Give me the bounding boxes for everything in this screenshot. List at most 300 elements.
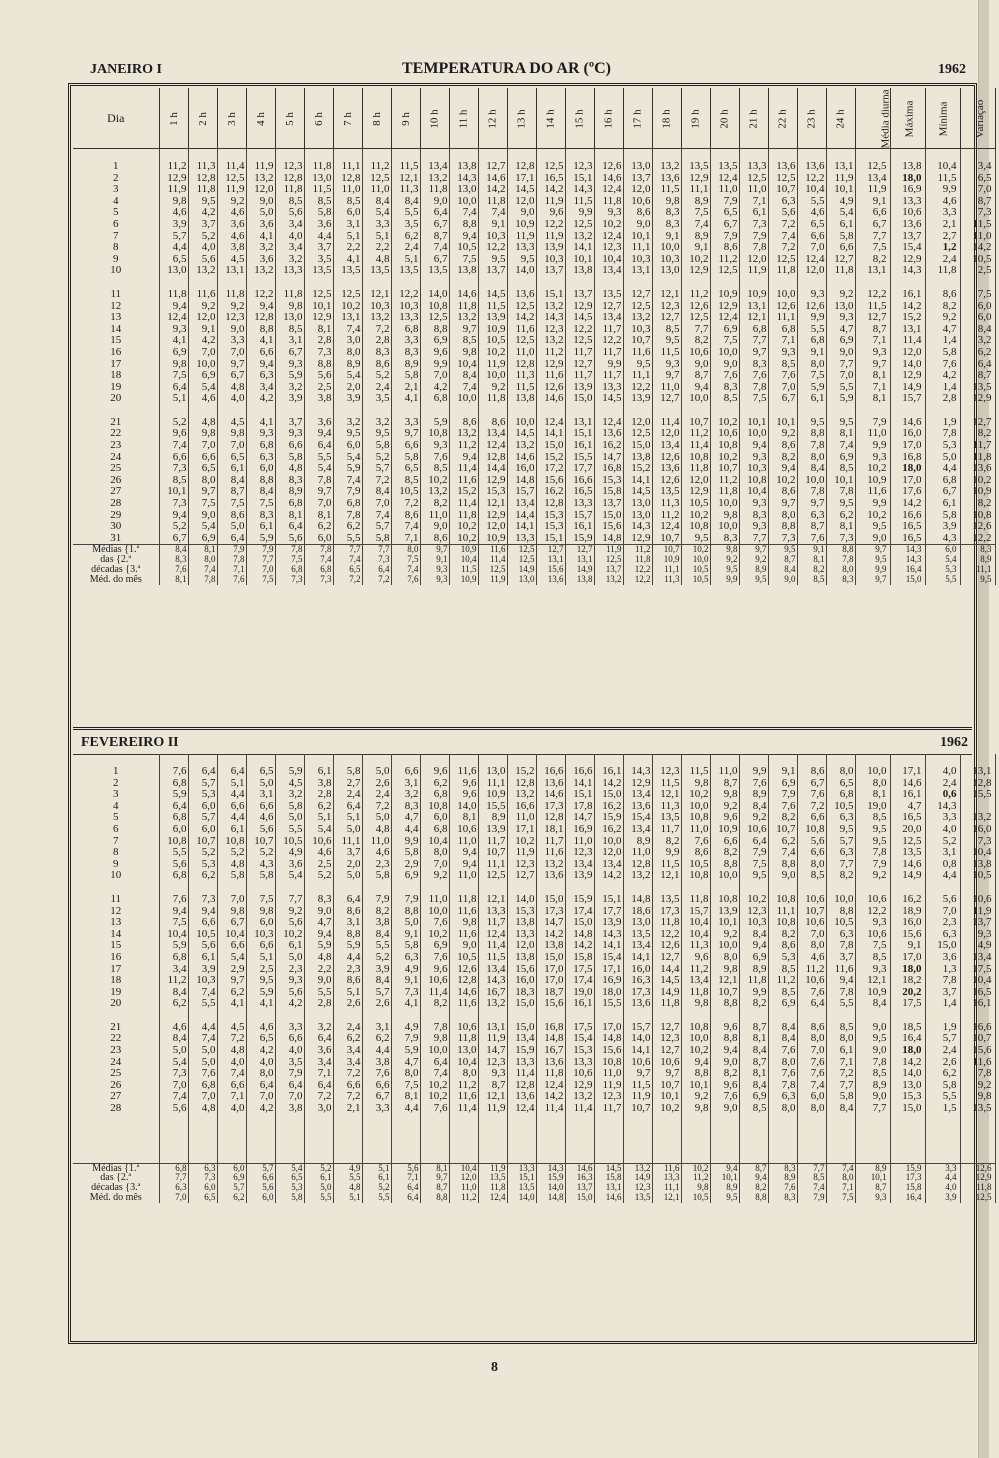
value-cell: 9,7 xyxy=(449,324,478,336)
mean-cell: 7,1 xyxy=(826,1183,855,1193)
value-cell: 12,3 xyxy=(652,301,681,313)
value-cell: 5,5 xyxy=(797,324,826,336)
spacer-cell xyxy=(507,1151,536,1164)
value-cell: 10,5 xyxy=(275,836,304,848)
value-cell: 4,9 xyxy=(275,847,304,859)
value-cell: 16,5 xyxy=(890,521,925,533)
value-cell: 12,3 xyxy=(478,1057,507,1069)
value-cell: 6,5 xyxy=(246,1033,275,1045)
february-year: 1962 xyxy=(940,735,968,750)
mean-cell: 8,3 xyxy=(826,575,855,585)
column-header-label: 22 h xyxy=(776,109,789,129)
value-cell: 18,2 xyxy=(890,975,925,987)
value-cell: 11,9 xyxy=(623,1091,652,1103)
value-cell: 12,3 xyxy=(507,859,536,871)
value-cell: 9,2 xyxy=(826,289,855,301)
value-cell: 8,8 xyxy=(681,1068,710,1080)
value-cell: 14,6 xyxy=(594,173,623,185)
value-cell: 4,8 xyxy=(362,824,391,836)
value-cell: 10,7 xyxy=(710,987,739,999)
value-cell: 6,6 xyxy=(710,836,739,848)
value-cell: 3,4 xyxy=(246,382,275,394)
mean-cell: 15,9 xyxy=(890,1163,925,1173)
value-cell: 5,5 xyxy=(362,940,391,952)
value-cell: 6,7 xyxy=(420,219,449,231)
mean-cell: 7,4 xyxy=(826,1163,855,1173)
value-cell: 8,5 xyxy=(826,1022,855,1034)
value-cell: 4,3 xyxy=(246,859,275,871)
value-cell: 7,4 xyxy=(159,440,188,452)
value-cell: 12,9 xyxy=(304,312,333,324)
value-cell: 11,7 xyxy=(594,324,623,336)
value-cell: 8,0 xyxy=(188,475,217,487)
value-cell: 11,3 xyxy=(188,161,217,173)
value-cell: 10,0 xyxy=(449,196,478,208)
mean-cell: 11,2 xyxy=(681,1173,710,1183)
spacer-cell xyxy=(826,1139,855,1151)
value-cell: 11,4 xyxy=(449,1103,478,1115)
value-cell: 6,9 xyxy=(420,335,449,347)
value-cell: 5,1 xyxy=(246,952,275,964)
value-cell: 10,1 xyxy=(652,1091,681,1103)
value-cell: 16,0 xyxy=(507,463,536,475)
spacer-cell xyxy=(188,1139,217,1151)
value-cell: 7,8 xyxy=(855,847,890,859)
value-cell: 4,2 xyxy=(188,207,217,219)
mean-cell: 9,9 xyxy=(710,575,739,585)
value-cell: 13,5 xyxy=(391,265,420,277)
mean-cell: 8,9 xyxy=(739,565,768,575)
value-cell: 12,0 xyxy=(623,417,652,429)
mean-cell: 12,6 xyxy=(960,1163,995,1173)
value-cell: 6,2 xyxy=(333,1033,362,1045)
value-cell: 15,1 xyxy=(536,533,565,545)
column-header-hour xyxy=(217,88,246,149)
value-cell: 5,1 xyxy=(159,393,188,405)
mean-cell: 8,2 xyxy=(739,1183,768,1193)
value-cell: 11,0 xyxy=(449,836,478,848)
mean-cell: 9,7 xyxy=(855,545,890,555)
value-cell: 9,6 xyxy=(710,1022,739,1034)
value-cell: 13,5 xyxy=(304,265,333,277)
value-cell: 9,9 xyxy=(652,847,681,859)
value-cell: 6,4 xyxy=(217,766,246,778)
table-row xyxy=(73,265,995,277)
day-cell: 4 xyxy=(73,196,159,208)
spacer-cell xyxy=(797,1115,826,1127)
day-cell: 2 xyxy=(73,778,159,790)
value-cell: 17,5 xyxy=(960,964,995,976)
value-cell: 8,6 xyxy=(768,440,797,452)
spacer-cell xyxy=(188,1115,217,1127)
value-cell: 9,8 xyxy=(188,428,217,440)
value-cell: 7,8 xyxy=(826,486,855,498)
value-cell: 15,6 xyxy=(890,929,925,941)
value-cell: 14,5 xyxy=(507,184,536,196)
value-cell: 12,7 xyxy=(507,870,536,882)
table-row xyxy=(73,998,995,1010)
value-cell: 8,0 xyxy=(768,1103,797,1115)
mean-cell: 13,1 xyxy=(594,1183,623,1193)
value-cell: 11,8 xyxy=(536,1068,565,1080)
value-cell: 10,4 xyxy=(681,917,710,929)
value-cell: 5,5 xyxy=(304,452,333,464)
value-cell: 10,6 xyxy=(710,428,739,440)
value-cell: 3,3 xyxy=(391,417,420,429)
value-cell: 16,2 xyxy=(536,486,565,498)
value-cell: 6,2 xyxy=(391,231,420,243)
mean-cell: 9,7 xyxy=(420,1173,449,1183)
spacer-cell xyxy=(217,1139,246,1151)
value-cell: 7,6 xyxy=(768,1045,797,1057)
value-cell: 5,8 xyxy=(391,370,420,382)
value-cell: 16,1 xyxy=(890,289,925,301)
mean-cell: 7,5 xyxy=(246,575,275,585)
mean-cell: 14,6 xyxy=(565,1163,594,1173)
value-cell: 13,6 xyxy=(768,161,797,173)
value-cell: 9,3 xyxy=(855,964,890,976)
value-cell: 14,6 xyxy=(890,417,925,429)
mean-cell: 8,3 xyxy=(960,545,995,555)
value-cell: 13,6 xyxy=(623,998,652,1010)
value-cell: 6,2 xyxy=(768,836,797,848)
value-cell: 3,6 xyxy=(925,952,960,964)
value-cell: 15,1 xyxy=(536,289,565,301)
mean-cell: 7,2 xyxy=(333,575,362,585)
spacer-cell xyxy=(925,1139,960,1151)
value-cell: 5,8 xyxy=(246,870,275,882)
value-cell: 6,5 xyxy=(217,452,246,464)
value-cell: 7,1 xyxy=(855,335,890,347)
value-cell: 9,2 xyxy=(478,382,507,394)
value-cell: 8,5 xyxy=(710,393,739,405)
day-cell: 6 xyxy=(73,824,159,836)
value-cell: 8,2 xyxy=(652,836,681,848)
value-cell: 6,0 xyxy=(246,463,275,475)
value-cell: 5,6 xyxy=(159,859,188,871)
value-cell: 12,7 xyxy=(652,1045,681,1057)
value-cell: 11,7 xyxy=(652,824,681,836)
mean-cell: 7,3 xyxy=(362,555,391,565)
value-cell: 8,4 xyxy=(826,1103,855,1115)
day-cell: 13 xyxy=(73,312,159,324)
value-cell: 8,2 xyxy=(710,847,739,859)
value-cell: 9,3 xyxy=(420,440,449,452)
spacer-cell xyxy=(855,1139,890,1151)
mean-row xyxy=(73,575,995,585)
value-cell: 12,1 xyxy=(652,789,681,801)
value-cell: 9,4 xyxy=(739,940,768,952)
value-cell: 1,4 xyxy=(925,382,960,394)
value-cell: 13,3 xyxy=(478,906,507,918)
value-cell: 6,4 xyxy=(217,533,246,545)
value-cell: 15,0 xyxy=(565,917,594,929)
mean-cell: 5,7 xyxy=(217,1183,246,1193)
column-header-label: 5 h xyxy=(283,112,296,126)
value-cell: 12,4 xyxy=(507,1103,536,1115)
value-cell: 12,3 xyxy=(275,161,304,173)
mean-label: das {2.ª xyxy=(73,1173,159,1183)
value-cell: 5,6 xyxy=(246,824,275,836)
value-cell: 7,2 xyxy=(362,324,391,336)
value-cell: 5,4 xyxy=(304,824,333,836)
value-cell: 7,3 xyxy=(960,836,995,848)
value-cell: 6,1 xyxy=(275,940,304,952)
value-cell: 12,8 xyxy=(333,173,362,185)
mean-cell: 12,5 xyxy=(960,1193,995,1203)
value-cell: 4,1 xyxy=(391,998,420,1010)
value-cell: 11,8 xyxy=(217,289,246,301)
value-cell: 11,6 xyxy=(449,766,478,778)
value-cell: 7,4 xyxy=(159,1091,188,1103)
value-cell: 11,0 xyxy=(710,184,739,196)
value-cell: 9,8 xyxy=(217,428,246,440)
year-label: 1962 xyxy=(938,62,966,77)
mean-label: Méd. do mês xyxy=(73,575,159,585)
spacer-cell xyxy=(275,1139,304,1151)
value-cell: 15,4 xyxy=(890,242,925,254)
value-cell: 14,3 xyxy=(925,801,960,813)
value-cell: 11,8 xyxy=(652,917,681,929)
mean-cell: 13,5 xyxy=(507,1183,536,1193)
mean-cell: 13,7 xyxy=(594,565,623,575)
value-cell: 9,8 xyxy=(710,964,739,976)
value-cell: 4,0 xyxy=(188,242,217,254)
day-cell: 25 xyxy=(73,1068,159,1080)
mean-cell: 9,5 xyxy=(960,575,995,585)
day-cell: 4 xyxy=(73,801,159,813)
value-cell: 2,8 xyxy=(304,998,333,1010)
value-cell: 17,6 xyxy=(890,486,925,498)
value-cell: 14,2 xyxy=(536,1091,565,1103)
mean-cell: 7,2 xyxy=(362,575,391,585)
value-cell: 4,1 xyxy=(333,254,362,266)
value-cell: 8,8 xyxy=(768,859,797,871)
value-cell: 8,4 xyxy=(739,801,768,813)
value-cell: 14,7 xyxy=(478,1045,507,1057)
value-cell: 14,2 xyxy=(890,301,925,313)
value-cell: 2,6 xyxy=(333,998,362,1010)
value-cell: 11,9 xyxy=(826,173,855,185)
day-cell: 22 xyxy=(73,428,159,440)
value-cell: 12,7 xyxy=(855,312,890,324)
value-cell: 14,3 xyxy=(536,312,565,324)
value-cell: 12,9 xyxy=(478,475,507,487)
value-cell: 11,8 xyxy=(275,289,304,301)
value-cell: 13,0 xyxy=(275,312,304,324)
value-cell: 9,5 xyxy=(826,417,855,429)
value-cell: 7,4 xyxy=(449,207,478,219)
spacer-cell xyxy=(960,1115,995,1127)
value-cell: 16,3 xyxy=(623,975,652,987)
spacer-cell xyxy=(890,1151,925,1164)
value-cell: 11,6 xyxy=(449,998,478,1010)
value-cell: 10,0 xyxy=(420,1045,449,1057)
value-cell: 14,1 xyxy=(507,521,536,533)
value-cell: 12,5 xyxy=(420,312,449,324)
value-cell: 14,5 xyxy=(623,486,652,498)
value-cell: 13,1 xyxy=(217,265,246,277)
value-cell: 13,3 xyxy=(594,382,623,394)
column-header-day: Dia xyxy=(73,88,159,149)
value-cell: 13,6 xyxy=(536,1057,565,1069)
value-cell: 11,6 xyxy=(536,847,565,859)
value-cell: 6,6 xyxy=(246,801,275,813)
day-cell: 31 xyxy=(73,533,159,545)
value-cell: 15,5 xyxy=(565,452,594,464)
mean-cell: 9,5 xyxy=(710,565,739,575)
value-cell: 3,7 xyxy=(333,847,362,859)
value-cell: 6,0 xyxy=(420,812,449,824)
value-cell: 8,4 xyxy=(739,1080,768,1092)
value-cell: 8,0 xyxy=(420,847,449,859)
spacer-cell xyxy=(478,1151,507,1164)
value-cell: 10,3 xyxy=(623,324,652,336)
value-cell: 12,9 xyxy=(890,254,925,266)
value-cell: 8,5 xyxy=(855,1068,890,1080)
table-row xyxy=(73,975,995,987)
value-cell: 4,6 xyxy=(925,196,960,208)
value-cell: 10,3 xyxy=(391,301,420,313)
value-cell: 7,4 xyxy=(391,521,420,533)
value-cell: 8,4 xyxy=(246,486,275,498)
value-cell: 3,2 xyxy=(246,242,275,254)
value-cell: 16,0 xyxy=(960,824,995,836)
value-cell: 9,4 xyxy=(188,906,217,918)
mean-cell: 7,9 xyxy=(246,545,275,555)
value-cell: 11,9 xyxy=(217,184,246,196)
value-cell: 11,8 xyxy=(826,265,855,277)
value-cell: 2,4 xyxy=(362,789,391,801)
value-cell: 9,5 xyxy=(478,254,507,266)
value-cell: 4,1 xyxy=(246,335,275,347)
value-cell: 10,7 xyxy=(652,1080,681,1092)
mean-cell: 12,5 xyxy=(507,555,536,565)
column-header-hour xyxy=(739,88,768,149)
value-cell: 13,0 xyxy=(826,301,855,313)
mean-cell: 16,4 xyxy=(890,565,925,575)
value-cell: 5,0 xyxy=(188,1057,217,1069)
value-cell: 11,4 xyxy=(681,440,710,452)
value-cell: 10,0 xyxy=(449,393,478,405)
value-cell: 4,2 xyxy=(246,393,275,405)
value-cell: 8,6 xyxy=(333,975,362,987)
value-cell: 5,8 xyxy=(362,870,391,882)
mean-cell: 12,2 xyxy=(623,575,652,585)
value-cell: 9,7 xyxy=(217,975,246,987)
value-cell: 9,4 xyxy=(739,440,768,452)
mean-cell: 9,1 xyxy=(797,545,826,555)
value-cell: 12,5 xyxy=(623,428,652,440)
value-cell: 9,7 xyxy=(188,486,217,498)
day-cell: 28 xyxy=(73,498,159,510)
value-cell: 6,9 xyxy=(768,998,797,1010)
day-cell: 17 xyxy=(73,964,159,976)
value-cell: 7,6 xyxy=(768,801,797,813)
value-cell: 6,0 xyxy=(246,917,275,929)
value-cell: 6,4 xyxy=(420,207,449,219)
value-cell: 7,3 xyxy=(768,533,797,545)
value-cell: 10,2 xyxy=(275,929,304,941)
value-cell: 4,1 xyxy=(246,231,275,243)
value-cell: 8,7 xyxy=(710,778,739,790)
value-cell: 6,3 xyxy=(768,196,797,208)
value-cell: 12,0 xyxy=(246,184,275,196)
value-cell: 10,8 xyxy=(420,301,449,313)
value-cell: 6,3 xyxy=(826,812,855,824)
mean-cell: 7,6 xyxy=(159,565,188,575)
value-cell: 6,7 xyxy=(768,393,797,405)
spacer-cell xyxy=(275,1151,304,1164)
mean-cell: 9,2 xyxy=(710,555,739,565)
value-cell: 10,7 xyxy=(960,1033,995,1045)
mean-cell: 12,5 xyxy=(507,545,536,555)
value-cell: 7,6 xyxy=(159,766,188,778)
value-cell: 11,4 xyxy=(507,1068,536,1080)
value-cell: 10,3 xyxy=(623,254,652,266)
mean-cell: 6,0 xyxy=(246,1193,275,1203)
table-row xyxy=(73,289,995,301)
value-cell: 5,0 xyxy=(217,521,246,533)
value-cell: 9,8 xyxy=(449,917,478,929)
value-cell: 14,1 xyxy=(565,242,594,254)
value-cell: 8,0 xyxy=(768,510,797,522)
mean-cell: 6,0 xyxy=(188,1183,217,1193)
value-cell: 10,5 xyxy=(478,335,507,347)
spacer-cell xyxy=(925,1151,960,1164)
spacer-cell xyxy=(246,1151,275,1164)
mean-cell: 10,4 xyxy=(449,1163,478,1173)
value-cell: 4,8 xyxy=(217,1045,246,1057)
value-cell: 5,1 xyxy=(217,778,246,790)
value-cell: 7,4 xyxy=(478,207,507,219)
value-cell: 6,3 xyxy=(391,952,420,964)
value-cell: 15,9 xyxy=(565,894,594,906)
value-cell: 6,3 xyxy=(768,1091,797,1103)
value-cell: 9,3 xyxy=(652,359,681,371)
value-cell: 7,2 xyxy=(304,1091,333,1103)
value-cell: 8,9 xyxy=(275,486,304,498)
value-cell: 6,1 xyxy=(217,463,246,475)
day-cell: 30 xyxy=(73,521,159,533)
mean-cell: 8,0 xyxy=(826,565,855,575)
value-cell: 13,6 xyxy=(797,161,826,173)
value-cell: 9,5 xyxy=(739,870,768,882)
value-cell: 10,9 xyxy=(855,475,890,487)
value-cell: 7,6 xyxy=(420,917,449,929)
mean-cell: 7,4 xyxy=(391,565,420,575)
value-cell: 14,5 xyxy=(652,975,681,987)
value-cell: 7,6 xyxy=(710,370,739,382)
value-cell: 15,5 xyxy=(594,998,623,1010)
value-cell: 9,0 xyxy=(826,347,855,359)
value-cell: 6,8 xyxy=(826,789,855,801)
value-cell: 4,4 xyxy=(304,231,333,243)
value-cell: 6,7 xyxy=(855,219,890,231)
value-cell: 12,5 xyxy=(710,265,739,277)
value-cell: 13,2 xyxy=(449,312,478,324)
value-cell: 8,0 xyxy=(333,347,362,359)
value-cell: 5,4 xyxy=(159,1057,188,1069)
value-cell: 10,9 xyxy=(478,533,507,545)
value-cell: 6,9 xyxy=(739,952,768,964)
value-cell: 9,7 xyxy=(304,486,333,498)
value-cell: 10,9 xyxy=(739,289,768,301)
day-cell: 7 xyxy=(73,231,159,243)
value-cell: 8,4 xyxy=(960,324,995,336)
mean-cell: 6,2 xyxy=(217,1193,246,1203)
value-cell: 9,3 xyxy=(855,347,890,359)
